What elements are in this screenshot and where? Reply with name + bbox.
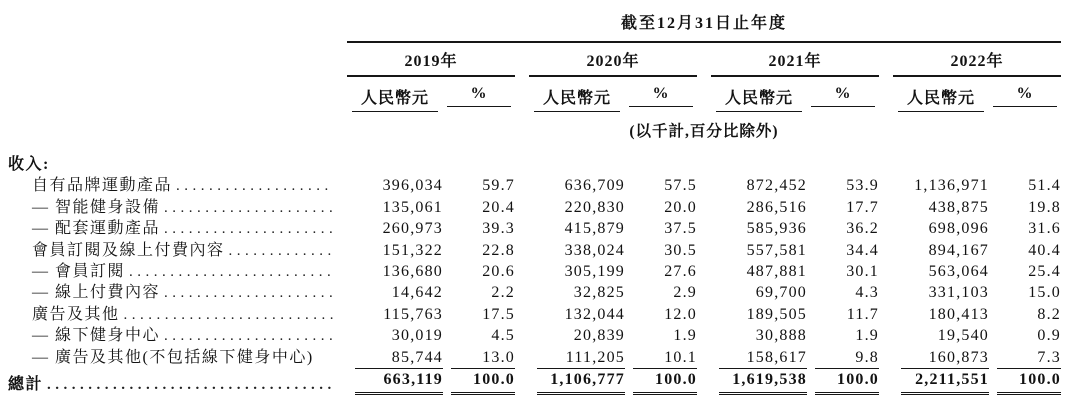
pct-value: 12.0 <box>664 305 697 323</box>
rmb-value: 20,839 <box>573 327 625 345</box>
total-pct-value: 100.0 <box>655 370 697 388</box>
pct-value: 1.9 <box>855 327 879 345</box>
pct-value: 10.1 <box>664 348 697 366</box>
pct-value: 2.2 <box>491 284 515 302</box>
section-label-revenue: 收入: <box>8 156 50 173</box>
table-row <box>8 172 1061 193</box>
total-rmb-cell <box>901 368 989 395</box>
rmb-value: 180,413 <box>928 305 989 323</box>
row-label: — 智能健身設備 <box>32 198 161 216</box>
pct-value: 17.7 <box>846 198 879 216</box>
header-rule-row <box>8 33 1061 43</box>
double-rule <box>633 392 697 395</box>
rmb-value: 396,034 <box>382 177 443 195</box>
pct-value: 51.4 <box>1028 177 1061 195</box>
table-row <box>8 322 1061 343</box>
total-row <box>8 368 1061 395</box>
rmb-value: 698,096 <box>928 220 989 238</box>
header-top-rule <box>347 41 1061 43</box>
year-header-row <box>8 48 1061 77</box>
rmb-value: 158,617 <box>746 348 807 366</box>
total-rmb-cell <box>355 368 443 395</box>
pct-value: 1.9 <box>673 327 697 345</box>
rmb-column-header: 人民幣元 <box>534 85 620 112</box>
total-rmb-value: 663,119 <box>383 370 443 388</box>
table-row <box>8 344 1061 365</box>
rmb-value: 585,936 <box>746 220 807 238</box>
rmb-value: 85,744 <box>391 348 443 366</box>
year-column-header: 2022年 <box>893 48 1061 77</box>
period-header: 截至12月31日止年度 <box>620 15 787 32</box>
pct-value: 4.3 <box>855 284 879 302</box>
rmb-value: 305,199 <box>564 262 625 280</box>
pct-value: 0.9 <box>1037 327 1061 345</box>
pct-value: 53.9 <box>846 177 879 195</box>
table-body <box>8 151 1061 395</box>
dot-leader <box>125 263 333 281</box>
pct-value: 30.1 <box>846 262 879 280</box>
pct-value: 8.2 <box>1037 305 1061 323</box>
pct-value: 30.5 <box>664 241 697 259</box>
pct-value: 17.5 <box>482 305 515 323</box>
rmb-value: 32,825 <box>573 284 625 302</box>
rmb-value: 872,452 <box>746 177 807 195</box>
pct-value: 20.0 <box>664 198 697 216</box>
year-column-header: 2021年 <box>711 48 879 77</box>
rmb-value: 338,024 <box>564 241 625 259</box>
pct-value: 57.5 <box>664 177 697 195</box>
rmb-value: 636,709 <box>564 177 625 195</box>
pct-value: 39.3 <box>482 220 515 238</box>
rmb-value: 135,061 <box>382 198 443 216</box>
percent-column-header: % <box>447 85 511 107</box>
pct-value: 59.7 <box>482 177 515 195</box>
double-rule <box>537 392 625 395</box>
dot-leader <box>160 199 333 217</box>
rmb-column-header: 人民幣元 <box>898 85 984 112</box>
total-pct-value: 100.0 <box>473 370 515 388</box>
rmb-column-header: 人民幣元 <box>352 85 438 112</box>
double-rule <box>451 392 515 395</box>
dot-leader <box>160 220 333 238</box>
rmb-value: 220,830 <box>564 198 625 216</box>
table-row <box>8 301 1061 322</box>
double-rule <box>997 392 1061 395</box>
pct-value: 40.4 <box>1028 241 1061 259</box>
rmb-value: 1,136,971 <box>914 177 989 195</box>
total-pct-cell <box>997 368 1061 395</box>
percent-column-header: % <box>629 85 693 107</box>
percent-column-header: % <box>811 85 875 107</box>
rmb-value: 14,642 <box>391 284 443 302</box>
dot-leader <box>43 376 333 394</box>
rmb-column-header: 人民幣元 <box>716 85 802 112</box>
row-label: — 廣告及其他(不包括線下健身中心) <box>32 348 314 366</box>
double-rule <box>815 392 879 395</box>
dot-leader <box>225 242 333 260</box>
rmb-value: 115,763 <box>383 305 443 323</box>
table-row <box>8 237 1061 258</box>
table-row <box>8 194 1061 215</box>
year-column-header: 2020年 <box>529 48 697 77</box>
total-rmb-cell <box>719 368 807 395</box>
total-pct-cell <box>815 368 879 395</box>
pct-value: 25.4 <box>1028 262 1061 280</box>
row-label: 自有品牌運動產品 <box>32 177 173 195</box>
units-note: (以千計,百分比除外) <box>629 123 779 140</box>
units-note-row <box>8 112 1061 141</box>
rmb-value: 111,205 <box>565 348 625 366</box>
pct-value: 4.5 <box>491 327 515 345</box>
dot-leader <box>160 284 333 302</box>
rmb-value: 563,064 <box>928 262 989 280</box>
section-row <box>8 151 1061 172</box>
pct-value: 31.6 <box>1028 220 1061 238</box>
pct-value: 15.0 <box>1028 284 1061 302</box>
pct-value: 11.7 <box>846 305 879 323</box>
dot-leader <box>120 306 333 324</box>
total-pct-cell <box>633 368 697 395</box>
double-rule <box>901 392 989 395</box>
pct-value: 20.4 <box>482 198 515 216</box>
rmb-value: 69,700 <box>755 284 807 302</box>
table-row <box>8 258 1061 279</box>
rmb-value: 438,875 <box>928 198 989 216</box>
pct-value: 22.8 <box>482 241 515 259</box>
pct-value: 36.2 <box>846 220 879 238</box>
total-pct-cell <box>451 368 515 395</box>
pct-value: 37.5 <box>664 220 697 238</box>
rmb-value: 487,881 <box>746 262 807 280</box>
rmb-value: 136,680 <box>382 262 443 280</box>
row-label: 會員訂閱及線上付費內容 <box>32 241 225 259</box>
data-rows <box>8 172 1061 365</box>
total-pct-value: 100.0 <box>1019 370 1061 388</box>
rmb-value: 286,516 <box>746 198 807 216</box>
total-label: 總計 <box>8 375 44 393</box>
rmb-value: 189,505 <box>746 305 807 323</box>
dot-leader <box>172 177 333 195</box>
pct-value: 9.8 <box>855 348 879 366</box>
period-header-row <box>8 10 1061 33</box>
row-label: — 線上付費內容 <box>32 284 161 302</box>
double-rule <box>719 392 807 395</box>
pct-value: 19.8 <box>1028 198 1061 216</box>
table-row <box>8 215 1061 236</box>
pct-value: 13.0 <box>482 348 515 366</box>
total-pct-value: 100.0 <box>837 370 879 388</box>
rmb-value: 894,167 <box>928 241 989 259</box>
row-label: 廣告及其他 <box>32 305 120 323</box>
percent-column-header: % <box>993 85 1057 107</box>
rmb-value: 260,973 <box>382 220 443 238</box>
pct-value: 7.3 <box>1037 348 1061 366</box>
rmb-value: 19,540 <box>937 327 989 345</box>
rmb-value: 151,322 <box>382 241 443 259</box>
pct-value: 34.4 <box>846 241 879 259</box>
pct-value: 27.6 <box>664 262 697 280</box>
total-rmb-value: 2,211,551 <box>915 370 989 388</box>
rmb-value: 30,019 <box>391 327 443 345</box>
year-column-header: 2019年 <box>347 48 515 77</box>
total-rmb-cell <box>537 368 625 395</box>
total-rmb-value: 1,619,538 <box>732 370 807 388</box>
rmb-value: 331,103 <box>928 284 989 302</box>
row-label: — 會員訂閱 <box>32 262 126 280</box>
rmb-value: 415,879 <box>564 220 625 238</box>
table-row <box>8 279 1061 300</box>
dot-leader <box>160 327 333 345</box>
label-column-spacer <box>8 10 347 33</box>
pct-value: 2.9 <box>673 284 697 302</box>
rmb-value: 30,888 <box>755 327 807 345</box>
row-label: — 配套運動產品 <box>32 220 161 238</box>
column-header-row <box>8 85 1061 112</box>
rmb-value: 132,044 <box>564 305 625 323</box>
rmb-value: 557,581 <box>746 241 807 259</box>
double-rule <box>355 392 443 395</box>
pct-value: 20.6 <box>482 262 515 280</box>
row-label: — 線下健身中心 <box>32 327 161 345</box>
total-rmb-value: 1,106,777 <box>550 370 625 388</box>
rmb-value: 160,873 <box>928 348 989 366</box>
